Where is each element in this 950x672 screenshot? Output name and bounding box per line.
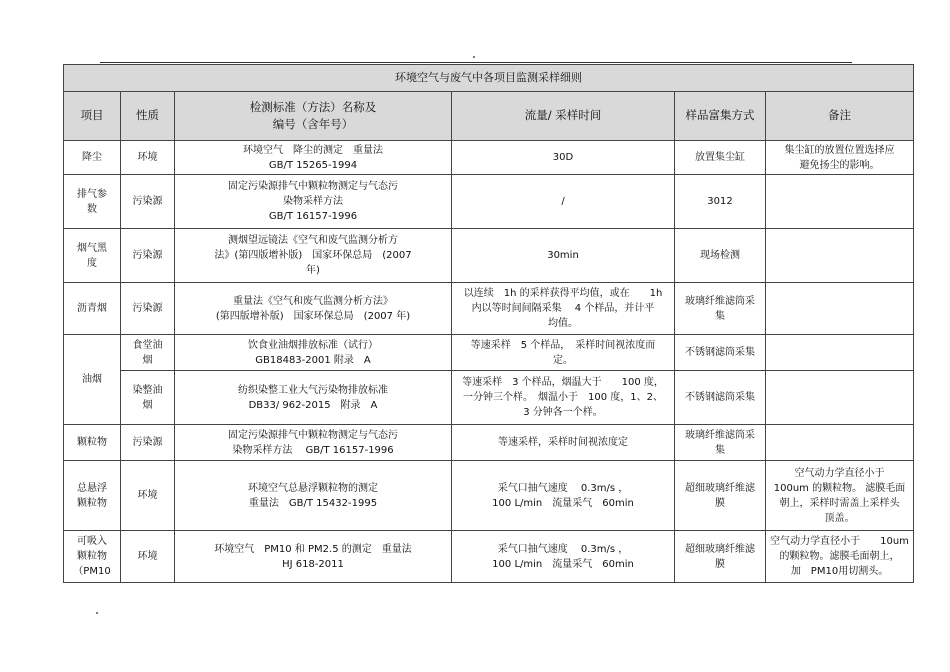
cell-flow — [452, 335, 675, 371]
cell-line: 数 — [87, 203, 97, 215]
cell-standard — [175, 335, 452, 371]
cell-flow — [452, 283, 675, 335]
table-title-row — [64, 65, 914, 92]
cell-line: 3 分钟各一个样。 — [523, 407, 603, 418]
cell-line: 100 L/min 流量采气 60min — [492, 497, 634, 509]
cell-line: 空气动力学直径小于 — [794, 467, 885, 479]
header-enrich: 样品富集方式 — [675, 92, 766, 141]
cell-item — [64, 461, 121, 531]
cell-line: 年) — [306, 265, 320, 276]
cell-line: 以连续 1h 的采样获得平均值，或在 1h — [463, 288, 663, 299]
cell-line: 环境空气总悬浮颗粒物的测定 — [248, 482, 378, 494]
cell-line: 超细玻璃纤维滤 — [685, 543, 755, 555]
cell-line: 重量法 GB/T 15432-1995 — [248, 497, 378, 509]
cell-line: GB/T 16157-1996 — [268, 211, 358, 222]
cell-line: 度 — [87, 257, 97, 269]
cell-line: 避免扬尘的影响。 — [799, 159, 880, 171]
cell-line: 朝上，采样时需盖上采样头 — [779, 497, 900, 509]
cell-remark — [766, 371, 914, 425]
cell-line: 纺织染整工业大气污染物排放标准 — [238, 384, 388, 396]
cell-standard — [175, 531, 452, 583]
cell-item: 降尘 — [64, 141, 121, 175]
cell-flow: 30min — [452, 229, 675, 283]
cell-item: 油烟 — [64, 335, 121, 425]
cell-line: 固定污染源排气中颗粒物测定与气态污 — [228, 181, 398, 192]
table-row — [64, 335, 914, 371]
cell-remark — [766, 335, 914, 371]
cell-nature: 环境 — [121, 461, 175, 531]
cell-item: 颗粒物 — [64, 425, 121, 461]
header-standard — [175, 92, 452, 141]
cell-enrich — [675, 461, 766, 531]
cell-standard — [175, 461, 452, 531]
cell-item — [64, 175, 121, 229]
cell-enrich: 不锈钢滤筒采集 — [675, 335, 766, 371]
cell-line: （PM10 — [73, 566, 111, 577]
table-row — [64, 371, 914, 425]
cell-line: 内以等时间间隔采集 4 个样品，并计平 — [471, 303, 655, 314]
cell-standard — [175, 229, 452, 283]
cell-line: 食堂油 — [132, 339, 163, 351]
top-dot-mark — [473, 56, 475, 58]
table-row — [64, 425, 914, 461]
cell-remark — [766, 229, 914, 283]
table-header-row — [64, 92, 914, 141]
cell-flow — [452, 461, 675, 531]
table-row — [64, 283, 914, 335]
cell-line: 100um 的颗粒物。 滤膜毛面 — [773, 482, 906, 494]
header-standard-line2: 编号（含年号） — [272, 117, 354, 131]
cell-line: 颗粒物 — [77, 551, 107, 562]
cell-standard — [175, 283, 452, 335]
cell-enrich: 3012 — [675, 175, 766, 229]
cell-line: 采气口抽气速度 0.3m/s ， — [497, 482, 629, 494]
cell-line: 玻璃纤维滤筒采 — [685, 429, 755, 441]
cell-line: 采气口抽气速度 0.3m/s ， — [497, 543, 629, 555]
sampling-spec-table — [63, 64, 914, 583]
cell-remark — [766, 175, 914, 229]
cell-flow — [452, 371, 675, 425]
header-remark: 备注 — [766, 92, 914, 141]
bottom-dot-mark — [96, 612, 98, 614]
cell-item: 沥青烟 — [64, 283, 121, 335]
cell-flow: 等速采样，采样时间视浓度定 — [452, 425, 675, 461]
cell-line: HJ 618-2011 — [282, 558, 344, 570]
cell-line: 烟气黑 — [77, 242, 107, 254]
header-standard-line1: 检测标准（方法）名称及 — [249, 99, 377, 114]
cell-standard — [175, 175, 452, 229]
cell-enrich — [675, 531, 766, 583]
cell-remark — [766, 283, 914, 335]
cell-line: 染物采样方法 — [283, 196, 343, 207]
table-row — [64, 175, 914, 229]
cell-line: 膜 — [715, 558, 725, 570]
header-flow: 流量/ 采样时间 — [452, 92, 675, 141]
cell-line: 固定污染源排气中颗粒物测定与气态污 — [228, 429, 398, 441]
cell-remark — [766, 141, 914, 175]
cell-line: 可吸入 — [77, 536, 107, 547]
cell-line: GB/T 15265-1994 — [268, 159, 358, 171]
cell-line: 定。 — [553, 354, 573, 366]
cell-line: 的颗粒物。滤膜毛面朝上， — [779, 551, 900, 562]
cell-enrich: 放置集尘缸 — [675, 141, 766, 175]
cell-line: 染整油 — [132, 384, 163, 396]
cell-item — [64, 229, 121, 283]
cell-line: 染物采样方法 GB/T 16157-1996 — [232, 444, 394, 456]
cell-line: 加 PM10用切割头。 — [790, 566, 889, 577]
cell-nature: 环境 — [121, 531, 175, 583]
cell-line: (第四版增补版) 国家环保总局 (2007 年) — [215, 310, 411, 322]
header-rule — [100, 62, 852, 63]
cell-line: DB33/ 962-2015 附录 A — [248, 399, 378, 411]
cell-nature: 污染源 — [121, 283, 175, 335]
header-item: 项目 — [64, 92, 121, 141]
cell-line: 饮食业油烟排放标准（试行） — [248, 339, 378, 351]
cell-enrich — [675, 283, 766, 335]
cell-flow — [452, 531, 675, 583]
cell-item — [64, 531, 121, 583]
cell-line: 排气参 — [77, 188, 107, 200]
cell-line: 测烟望远镜法《空气和废气监测分析方 — [228, 235, 398, 246]
cell-remark — [766, 425, 914, 461]
cell-nature — [121, 335, 175, 371]
cell-enrich — [675, 425, 766, 461]
cell-line: 法》(第四版增补版) 国家环保总局 (2007 — [214, 250, 412, 261]
cell-line: 集 — [715, 310, 725, 322]
cell-nature: 环境 — [121, 141, 175, 175]
table-title: 环境空气与废气中各项目监测采样细则 — [64, 65, 914, 92]
cell-line: 环境空气 降尘的测定 重量法 — [243, 144, 383, 156]
table-row — [64, 461, 914, 531]
cell-line: 集 — [715, 444, 725, 456]
cell-flow: / — [452, 175, 675, 229]
cell-line: 膜 — [715, 497, 725, 509]
cell-nature: 污染源 — [121, 229, 175, 283]
cell-enrich: 现场检测 — [675, 229, 766, 283]
cell-nature — [121, 371, 175, 425]
cell-remark — [766, 531, 914, 583]
cell-line: 集尘缸的放置位置选择应 — [784, 144, 895, 156]
cell-line: 等速采样 5 个样品， 采样时间视浓度而 — [470, 339, 656, 351]
cell-nature: 污染源 — [121, 425, 175, 461]
cell-line: 总悬浮 — [77, 482, 107, 494]
cell-line: 颗粒物 — [77, 497, 107, 509]
cell-remark — [766, 461, 914, 531]
cell-line: 环境空气 PM10 和 PM2.5 的测定 重量法 — [214, 543, 412, 555]
cell-standard — [175, 425, 452, 461]
table-row — [64, 229, 914, 283]
cell-line: 一分钟三个样。 烟温小于 100 度，1、2、 — [463, 392, 663, 403]
cell-line: 重量法《空气和废气监测分析方法》 — [233, 295, 393, 307]
cell-line: GB18483-2001 附录 A — [255, 354, 371, 366]
cell-flow: 30D — [452, 141, 675, 175]
cell-line: 烟 — [142, 399, 153, 411]
table-row — [64, 531, 914, 583]
cell-line: 空气动力学直径小于 10um — [770, 536, 909, 547]
cell-line: 顶盖。 — [824, 512, 855, 524]
cell-line: 等速采样 3 个样品，烟温大于 100 度， — [462, 377, 664, 388]
cell-line: 超细玻璃纤维滤 — [685, 482, 755, 494]
cell-line: 100 L/min 流量采气 60min — [492, 558, 634, 570]
cell-standard — [175, 141, 452, 175]
cell-line: 玻璃纤维滤筒采 — [685, 295, 755, 307]
table-row — [64, 141, 914, 175]
cell-standard — [175, 371, 452, 425]
header-nature: 性质 — [121, 92, 175, 141]
cell-enrich: 不锈钢滤筒采集 — [675, 371, 766, 425]
cell-line: 烟 — [142, 354, 153, 366]
cell-line: 均值。 — [548, 318, 578, 329]
cell-nature: 污染源 — [121, 175, 175, 229]
